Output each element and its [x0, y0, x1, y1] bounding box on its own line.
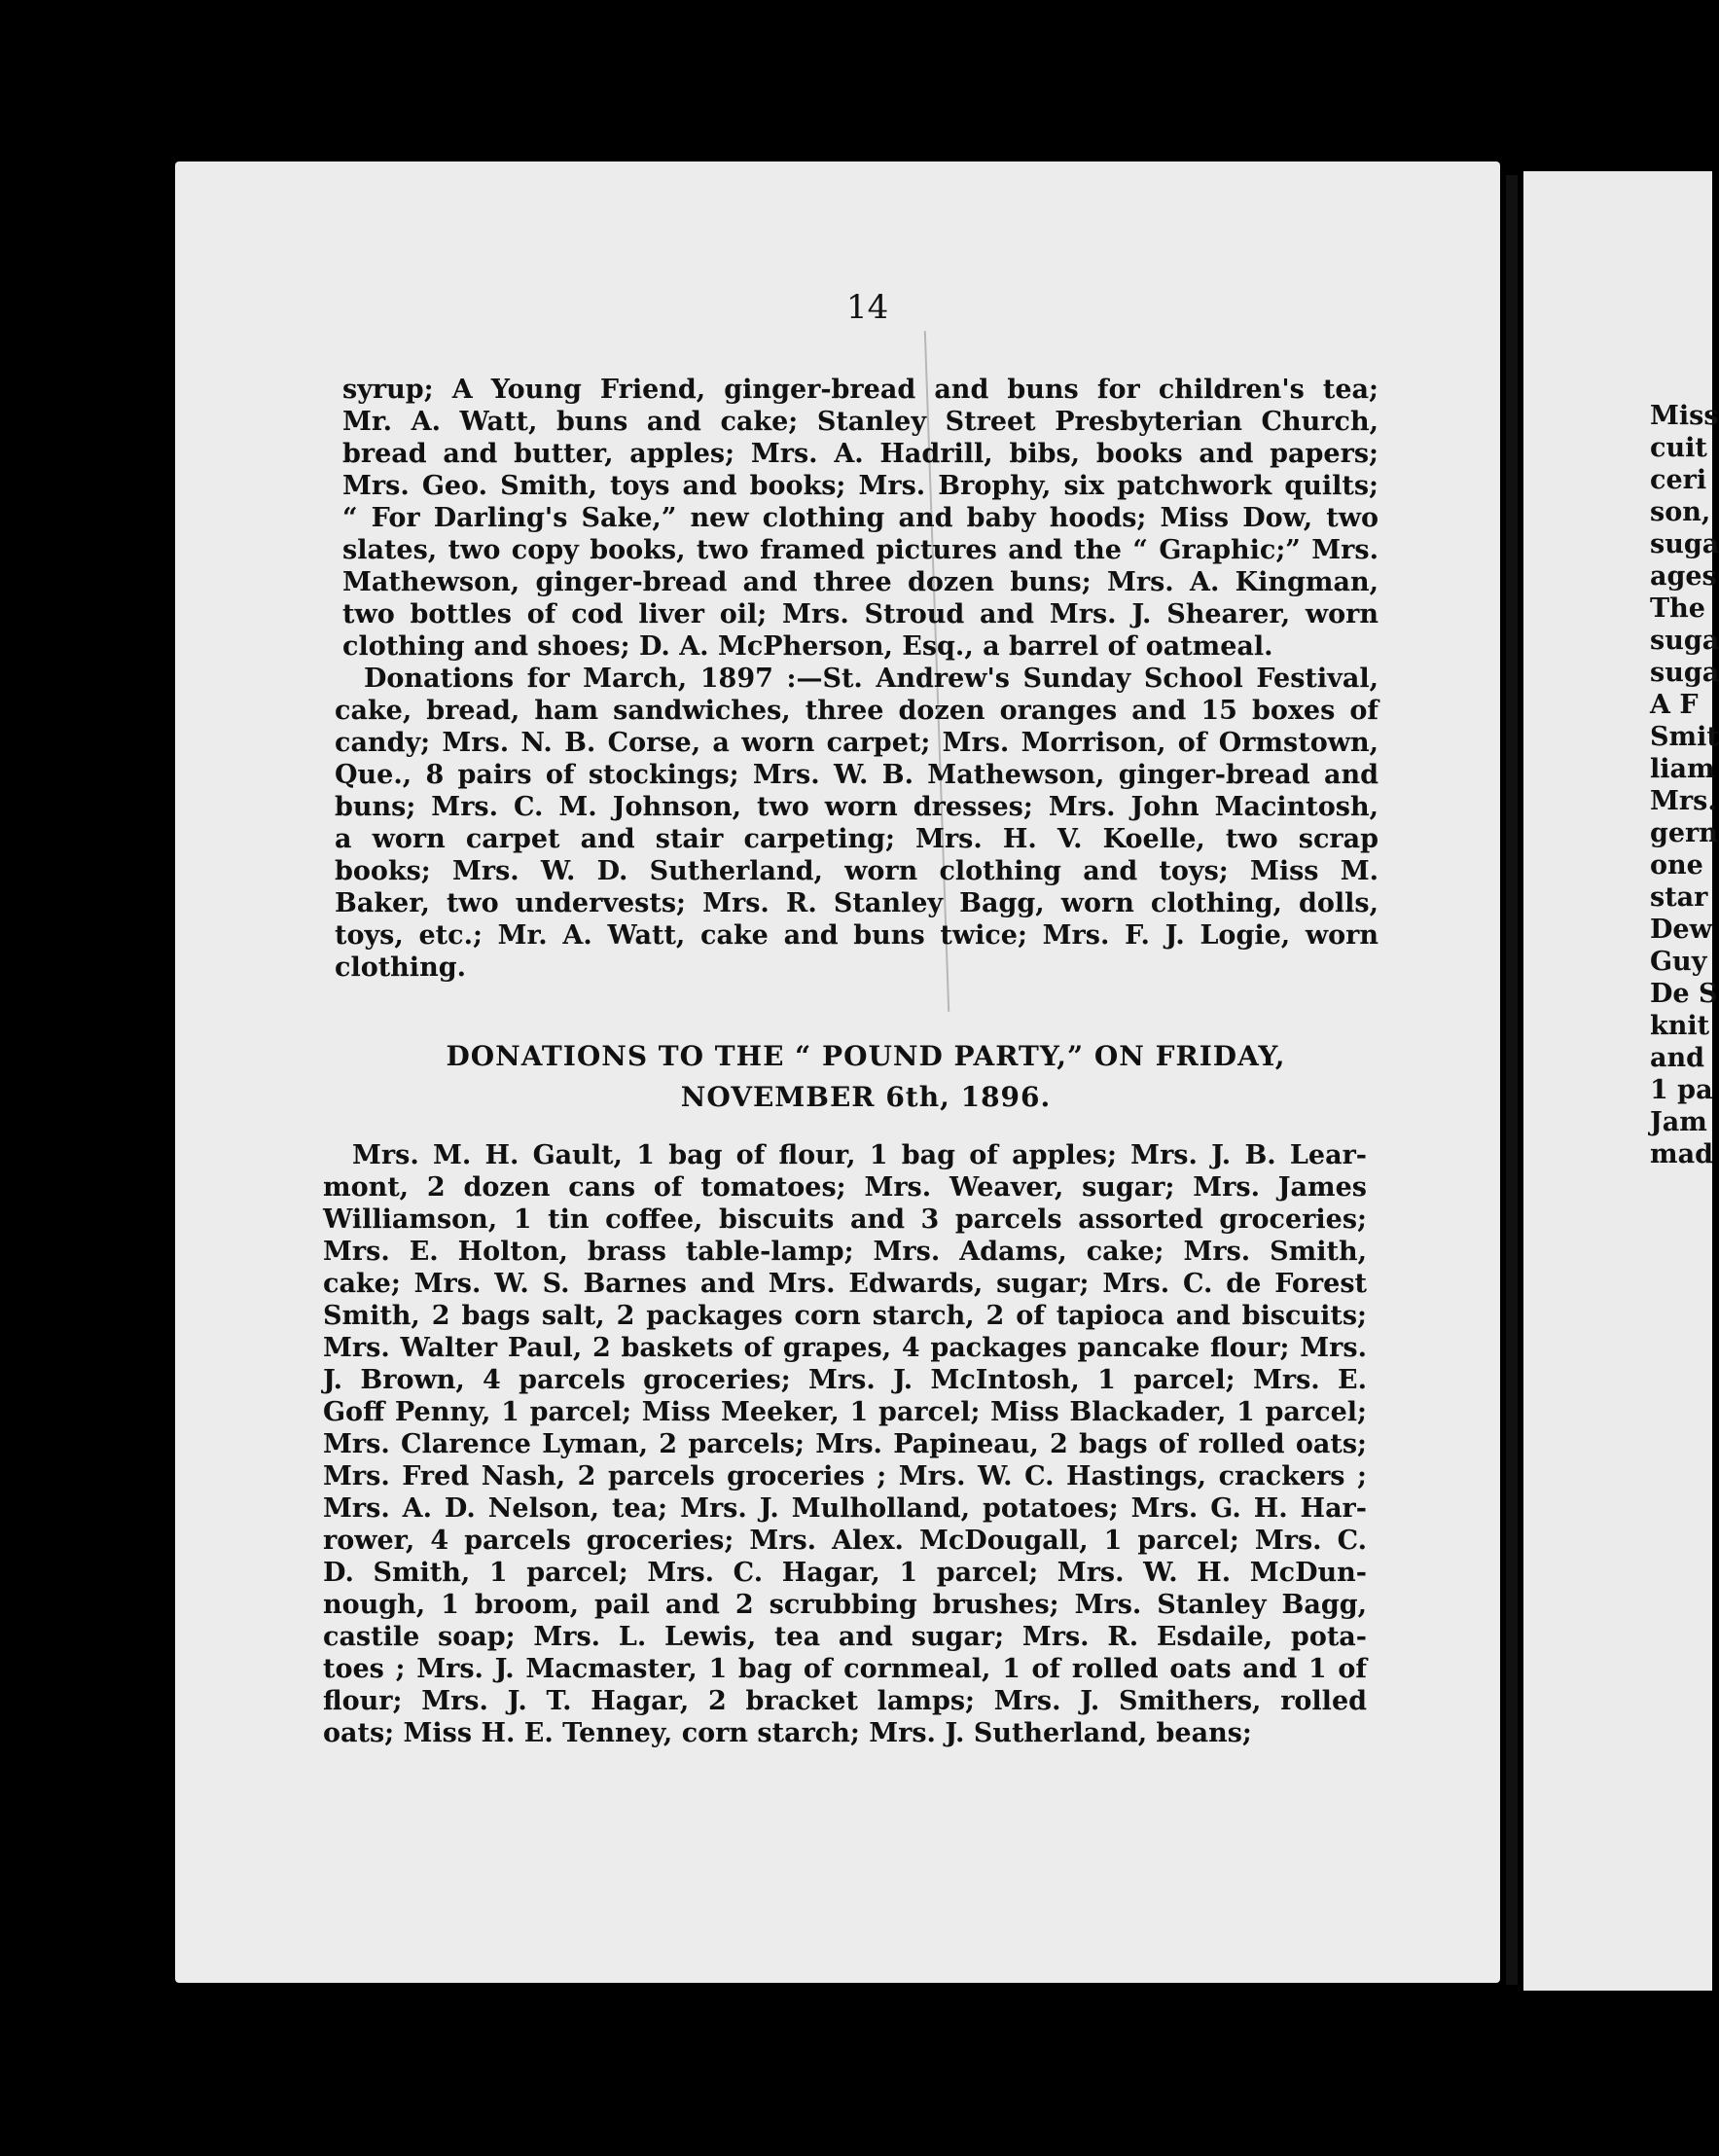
- text-line: Donations for March, 1897 :—St. Andrew's Sunday School Festival,: [364, 664, 1379, 694]
- right-page-fragment: Guy: [1650, 947, 1707, 977]
- text-line: books; Mrs. W. D. Sutherland, worn clothing and toys; Miss M.: [335, 856, 1379, 886]
- text-line: toes ; Mrs. J. Macmaster, 1 bag of cornmeal, 1 of rolled oats and 1 of: [323, 1654, 1367, 1684]
- text-line: Que., 8 pairs of stockings; Mrs. W. B. Mathewson, ginger-bread and: [335, 760, 1379, 790]
- text-line: toys, etc.; Mr. A. Watt, cake and buns twice; Mrs. F. J. Logie, worn: [335, 920, 1379, 951]
- right-page-fragment: De S: [1650, 979, 1718, 1009]
- right-page-fragment: Jam: [1650, 1107, 1707, 1137]
- text-line: cake, bread, ham sandwiches, three dozen oranges and 15 boxes of: [335, 696, 1379, 726]
- text-line: Goff Penny, 1 parcel; Miss Meeker, 1 parcel; Miss Blackader, 1 parcel;: [323, 1397, 1367, 1427]
- text-line: Mrs. Geo. Smith, toys and books; Mrs. Brophy, six patchwork quilts;: [342, 471, 1379, 501]
- donations-paragraph-1: [342, 374, 1379, 663]
- page-number: 14: [846, 288, 889, 327]
- text-line: rower, 4 parcels groceries; Mrs. Alex. McDougall, 1 parcel; Mrs. C.: [323, 1526, 1367, 1556]
- text-line: bread and butter, apples; Mrs. A. Hadrill, bibs, books and papers;: [342, 439, 1379, 469]
- right-page-fragment: Smit: [1650, 722, 1719, 752]
- text-line: syrup; A Young Friend, ginger-bread and buns for children's tea;: [342, 375, 1379, 405]
- right-page-fragment: suga: [1650, 529, 1719, 559]
- text-line: Mrs. A. D. Nelson, tea; Mrs. J. Mulholland, potatoes; Mrs. G. H. Har-: [323, 1493, 1367, 1524]
- text-line: “ For Darling's Sake,” new clothing and baby hoods; Miss Dow, two: [342, 503, 1379, 533]
- right-page-fragment: and: [1650, 1043, 1705, 1073]
- book-gutter: [1506, 175, 1518, 1985]
- text-line: buns; Mrs. C. M. Johnson, two worn dresses; Mrs. John Macintosh,: [335, 792, 1379, 822]
- right-page-fragment: liam: [1650, 754, 1715, 784]
- right-page-fragment: Dew: [1650, 915, 1712, 945]
- text-line: Williamson, 1 tin coffee, biscuits and 3 parcels assorted groceries;: [323, 1204, 1367, 1235]
- text-line: clothing and shoes; D. A. McPherson, Esq., a barrel of oatmeal.: [342, 631, 1273, 662]
- right-page-fragment: ages: [1650, 561, 1717, 592]
- section-heading-line2: NOVEMBER 6th, 1896.: [680, 1081, 1052, 1113]
- text-line: nough, 1 broom, pail and 2 scrubbing brushes; Mrs. Stanley Bagg,: [323, 1590, 1367, 1620]
- right-page-fragment: gern: [1650, 818, 1718, 848]
- text-line: J. Brown, 4 parcels groceries; Mrs. J. McIntosh, 1 parcel; Mrs. E.: [323, 1365, 1367, 1395]
- right-page-fragment: The: [1650, 593, 1705, 624]
- text-line: cake; Mrs. W. S. Barnes and Mrs. Edwards, sugar; Mrs. C. de Forest: [323, 1269, 1367, 1299]
- right-page-fragment: suga: [1650, 658, 1719, 688]
- text-line: D. Smith, 1 parcel; Mrs. C. Hagar, 1 parcel; Mrs. W. H. McDun-: [323, 1558, 1367, 1588]
- text-line: Mrs. E. Holton, brass table-lamp; Mrs. Adams, cake; Mrs. Smith,: [323, 1237, 1367, 1267]
- text-line: Smith, 2 bags salt, 2 packages corn starch, 2 of tapioca and biscuits;: [323, 1301, 1367, 1331]
- text-line: Mathewson, ginger-bread and three dozen buns; Mrs. A. Kingman,: [342, 567, 1379, 597]
- text-line: Mrs. Fred Nash, 2 parcels groceries ; Mrs. W. C. Hastings, crackers ;: [323, 1461, 1367, 1491]
- section-heading-line1: DONATIONS TO THE “ POUND PARTY,” ON FRIDAY,: [446, 1040, 1286, 1072]
- right-page-fragment: star: [1650, 882, 1708, 913]
- text-line: candy; Mrs. N. B. Corse, a worn carpet; Mrs. Morrison, of Ormstown,: [335, 728, 1379, 758]
- right-page-fragment: son,: [1650, 497, 1711, 527]
- right-page-fragment: ceri: [1650, 465, 1707, 495]
- donations-march-1897-paragraph: [335, 663, 1379, 984]
- right-page-fragment: Miss: [1650, 401, 1719, 431]
- right-page-fragment: Mrs.: [1650, 786, 1717, 816]
- right-page-fragment: one: [1650, 850, 1703, 880]
- text-line: slates, two copy books, two framed pictures and the “ Graphic;” Mrs.: [342, 535, 1379, 565]
- text-line: clothing.: [335, 952, 466, 983]
- right-page-fragment: mad: [1650, 1139, 1713, 1169]
- pound-party-donations-paragraph: [323, 1139, 1367, 1749]
- text-line: Mr. A. Watt, buns and cake; Stanley Street Presbyterian Church,: [342, 407, 1379, 437]
- text-line: Mrs. M. H. Gault, 1 bag of flour, 1 bag of apples; Mrs. J. B. Lear-: [352, 1140, 1367, 1170]
- text-line: mont, 2 dozen cans of tomatoes; Mrs. Weaver, sugar; Mrs. James: [323, 1172, 1367, 1203]
- text-line: two bottles of cod liver oil; Mrs. Stroud and Mrs. J. Shearer, worn: [342, 599, 1379, 629]
- text-line: flour; Mrs. J. T. Hagar, 2 bracket lamps; Mrs. J. Smithers, rolled: [323, 1686, 1367, 1716]
- text-line: a worn carpet and stair carpeting; Mrs. H. V. Koelle, two scrap: [335, 824, 1379, 854]
- text-line: castile soap; Mrs. L. Lewis, tea and sugar; Mrs. R. Esdaile, pota-: [323, 1622, 1367, 1652]
- right-page-fragment: A F: [1650, 690, 1699, 720]
- right-page-fragment: cuit: [1650, 433, 1707, 463]
- right-page-fragment: suga: [1650, 626, 1719, 656]
- text-line: Baker, two undervests; Mrs. R. Stanley Bagg, worn clothing, dolls,: [335, 888, 1379, 918]
- right-page-fragment: knit: [1650, 1011, 1710, 1041]
- text-line: Mrs. Clarence Lyman, 2 parcels; Mrs. Papineau, 2 bags of rolled oats;: [323, 1429, 1367, 1459]
- right-page-fragment: 1 pa: [1650, 1075, 1713, 1105]
- book-page-right: [1523, 171, 1719, 1991]
- text-line: oats; Miss H. E. Tenney, corn starch; Mrs. J. Sutherland, beans;: [323, 1718, 1252, 1748]
- text-line: Mrs. Walter Paul, 2 baskets of grapes, 4 packages pancake flour; Mrs.: [323, 1333, 1367, 1363]
